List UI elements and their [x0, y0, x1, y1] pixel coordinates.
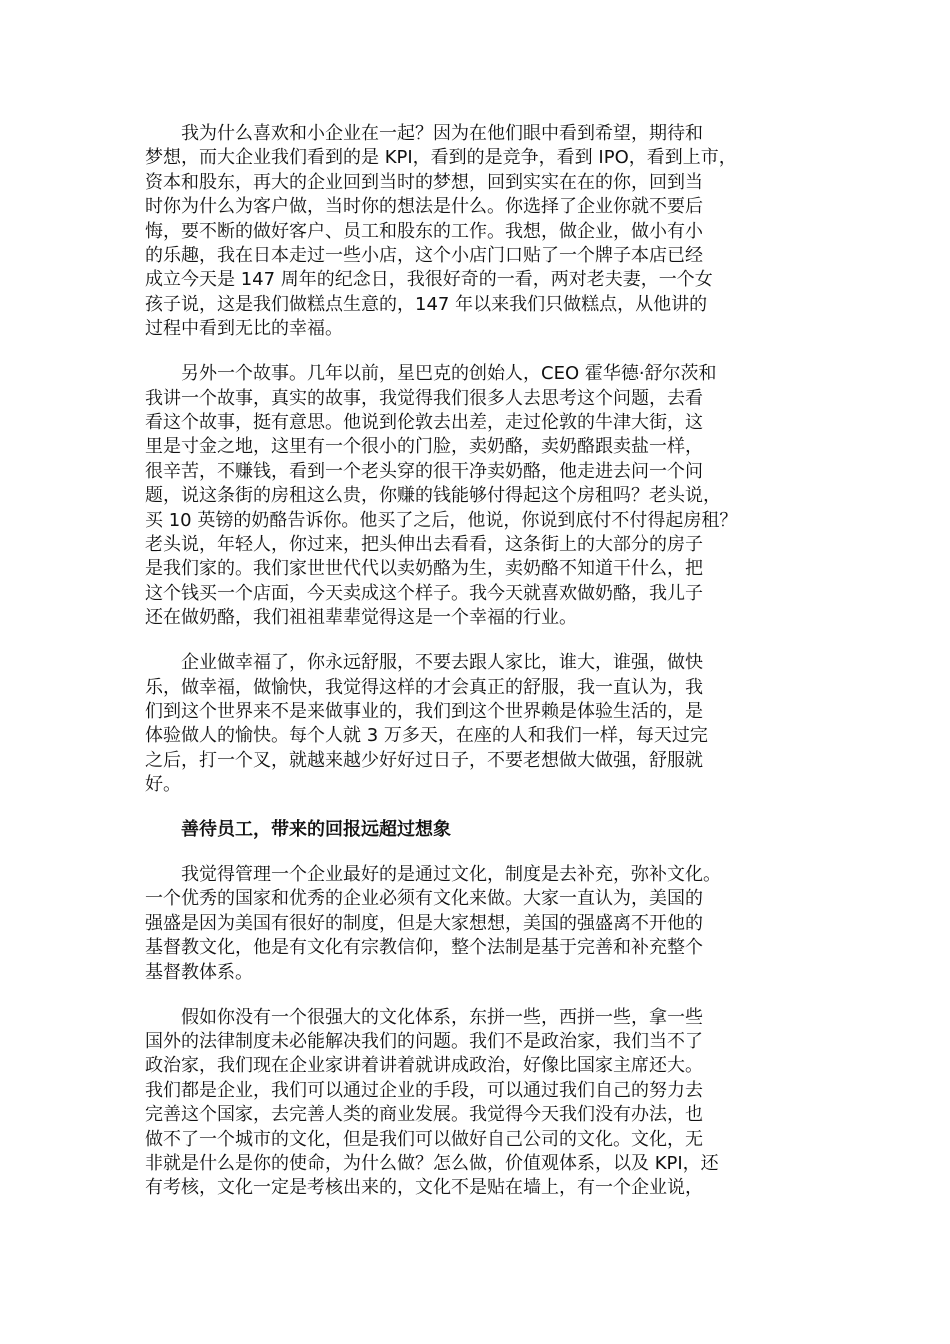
paragraph-happiness	[145, 651, 810, 797]
text-line: 有考核，文化一定是考核出来的，文化不是贴在墙上，有一个企业说，	[145, 1177, 703, 1199]
text-line: 买 10 英镑的奶酪告诉你。他买了之后，他说，你说到底付不付得起房租？	[145, 509, 738, 531]
paragraph-cheese-story	[145, 362, 810, 630]
text-line: 乐，做幸福，做愉快，我觉得这样的才会真正的舒服，我一直认为，我	[145, 676, 703, 698]
paragraph-culture	[145, 863, 810, 985]
text-line: 好。	[145, 774, 181, 796]
text-line: 悔，要不断的做好客户、员工和股东的工作。我想，做企业，做小有小	[145, 220, 703, 242]
text-line: 时你为什么为客户做，当时你的想法是什么。你选择了企业你就不要后	[145, 196, 703, 218]
text-line: 成立今天是 147 周年的纪念日，我很好奇的一看，两对老夫妻，一个女	[145, 269, 713, 291]
text-line: 这个钱买一个店面，今天卖成这个样子。我今天就喜欢做奶酪，我儿子	[145, 582, 703, 604]
text-line: 另外一个故事。几年以前，星巴克的创始人，CEO 霍华德·舒尔茨和	[181, 363, 717, 385]
text-line: 完善这个国家，去完善人类的商业发展。我觉得今天我们没有办法，也	[145, 1104, 703, 1126]
section-heading: 善待员工，带来的回报远超过想象	[181, 819, 451, 841]
text-line: 我们都是企业，我们可以通过企业的手段，可以通过我们自己的努力去	[145, 1079, 703, 1101]
paragraph-small-business	[145, 122, 810, 342]
text-line: 孩子说，这是我们做糕点生意的，147 年以来我们只做糕点，从他讲的	[145, 293, 708, 315]
text-line: 国外的法律制度未必能解决我们的问题。我们不是政治家，我们当不了	[145, 1030, 703, 1052]
text-line: 一个优秀的国家和优秀的企业必须有文化来做。大家一直认为，美国的	[145, 888, 703, 910]
text-line: 我觉得管理一个企业最好的是通过文化，制度是去补充，弥补文化。	[181, 863, 721, 885]
text-line: 是我们家的。我们家世世代代以卖奶酪为生，卖奶酪不知道干什么，把	[145, 558, 703, 580]
text-line: 很辛苦，不赚钱，看到一个老头穿的很干净卖奶酪，他走进去问一个问	[145, 460, 703, 482]
paragraph-culture-system	[145, 1006, 810, 1201]
text-line: 基督教体系。	[145, 961, 253, 983]
text-line: 我为什么喜欢和小企业在一起？因为在他们眼中看到希望，期待和	[181, 123, 703, 144]
text-line: 还在做奶酪，我们祖祖辈辈觉得这是一个幸福的行业。	[145, 607, 577, 629]
text-line: 政治家，我们现在企业家讲着讲着就讲成政治，好像比国家主席还大。	[145, 1055, 703, 1077]
text-line: 梦想，而大企业我们看到的是 KPI，看到的是竞争，看到 IPO，看到上市，	[145, 147, 737, 169]
text-line: 非就是什么是你的使命，为什么做？怎么做，价值观体系，以及 KPI，还	[145, 1152, 719, 1174]
text-line: 们到这个世界来不是来做事业的，我们到这个世界赖是体验生活的，是	[145, 700, 703, 722]
text-line: 之后，打一个叉，就越来越少好好过日子，不要老想做大做强，舒服就	[145, 749, 703, 771]
text-line: 里是寸金之地，这里有一个很小的门脸，卖奶酪，卖奶酪跟卖盐一样，	[145, 436, 703, 458]
text-line: 的乐趣，我在日本走过一些小店，这个小店门口贴了一个牌子本店已经	[145, 245, 703, 267]
text-line: 老头说，年轻人，你过来，把头伸出去看看，这条街上的大部分的房子	[145, 534, 703, 555]
text-line: 资本和股东，再大的企业回到当时的梦想，回到实实在在的你，回到当	[145, 171, 703, 193]
document-body	[145, 122, 810, 1221]
text-line: 我讲一个故事，真实的故事，我觉得我们很多人去思考这个问题，去看	[145, 387, 703, 409]
text-line: 过程中看到无比的幸福。	[145, 318, 343, 340]
text-line: 基督教文化，他是有文化有宗教信仰，整个法制是基于完善和补充整个	[145, 937, 703, 959]
text-line: 体验做人的愉快。每个人就 3 万多天，在座的人和我们一样，每天过完	[145, 725, 708, 747]
text-line: 强盛是因为美国有很好的制度，但是大家想想，美国的强盛离不开他的	[145, 912, 703, 934]
text-line: 看这个故事，挺有意思。他说到伦敦去出差，走过伦敦的牛津大街，这	[145, 411, 703, 433]
text-line: 题，说这条街的房租这么贵，你赚的钱能够付得起这个房租吗？老头说，	[145, 485, 721, 507]
text-line: 假如你没有一个很强大的文化体系，东拼一些，西拼一些，拿一些	[181, 1006, 703, 1028]
text-line: 企业做幸福了，你永远舒服，不要去跟人家比，谁大，谁强，做快	[181, 652, 703, 674]
text-line: 做不了一个城市的文化，但是我们可以做好自己公司的文化。文化，无	[145, 1128, 703, 1150]
